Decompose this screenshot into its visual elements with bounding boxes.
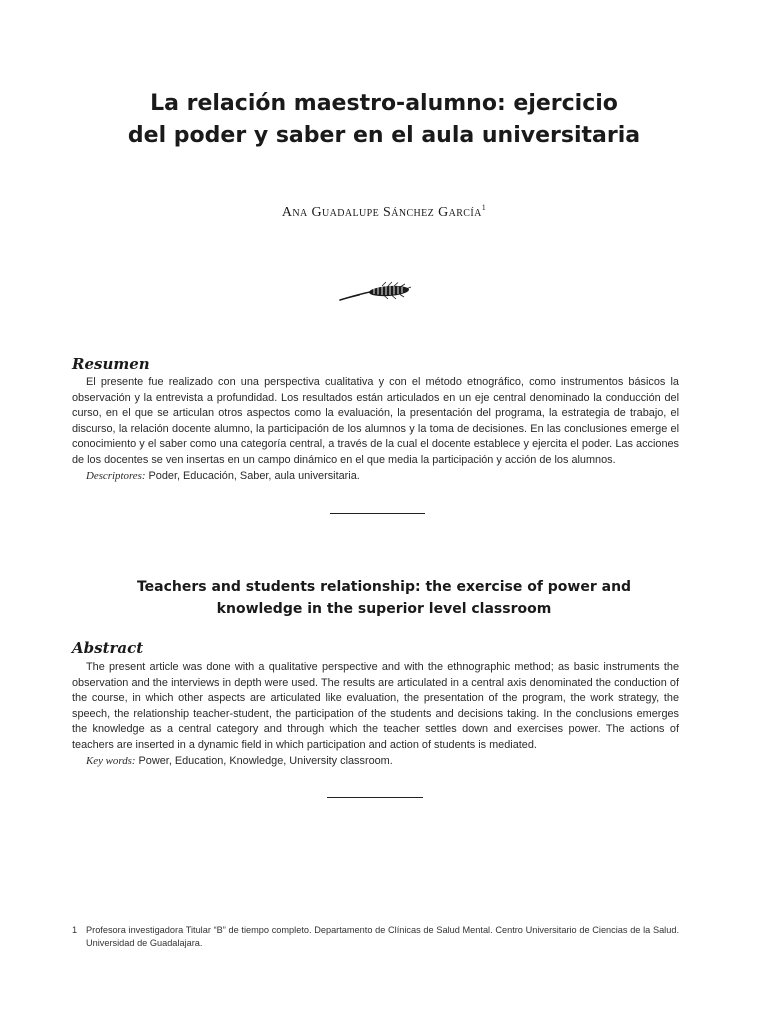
resumen-keywords	[72, 469, 679, 485]
section-divider	[327, 797, 423, 798]
author-name-text: Ana Guadalupe Sánchez García	[281, 205, 482, 220]
resumen-heading: Resumen	[72, 355, 150, 373]
resumen-keywords-text: Poder, Educación, Saber, aula universitaria.	[148, 469, 360, 482]
article-title-line-1: La relación maestro-alumno: ejercicio	[150, 91, 618, 116]
resumen-keywords-label: Descriptores:	[86, 469, 146, 482]
section-divider	[330, 513, 425, 514]
english-title-line-1: Teachers and students relationship: the exercise of power and	[136, 579, 632, 595]
article-title	[0, 88, 768, 152]
abstract-heading: Abstract	[72, 639, 144, 657]
abstract-keywords-label: Key words:	[86, 754, 136, 767]
english-title	[0, 576, 768, 620]
abstract-keywords	[72, 754, 679, 770]
article-title-line-2: del poder y saber en el aula universitaria	[127, 123, 641, 148]
abstract-keywords-text: Power, Education, Knowledge, University classroom.	[138, 754, 393, 767]
footnote-number: 1	[72, 925, 78, 935]
author-footnote-mark: 1	[481, 203, 487, 212]
abstract-body	[72, 660, 679, 769]
author-name	[0, 203, 768, 221]
footnote	[72, 924, 679, 950]
resumen-body	[72, 375, 679, 484]
abstract-paragraph: The present article was done with a qualitative perspective and with the ethnographic method; as basic instruments the observation and the interviews in depth were used. The results are articulated in a central axis denominated the conduction of the course, in which other aspects are articulated like evaluation, the presentation of the program, the work strategy, the speech, the relationship teacher-student, the participation of the students and decisions taking. In the conclusions emerges the knowledge as a central category and through which the teacher settles down and exercises power. The actions of teachers are inserted in a dynamic field in which participation and action of students is mediated.	[72, 661, 679, 751]
footnote-text: Profesora investigadora Titular “B” de tiempo completo. Departamento de Clínicas de Salud Mental. Centro Universitario de Ciencias de la Salud. Universidad de Guadalajara.	[86, 925, 679, 948]
english-title-line-2: knowledge in the superior level classroom	[216, 601, 552, 617]
wheat-ear-icon	[338, 281, 412, 303]
resumen-paragraph: El presente fue realizado con una perspectiva cualitativa y con el método etnográfico, como instrumentos básicos la observación y la entrevista a profundidad. Los resultados están articulados en un eje central denominado la conducción del curso, en el que se articulan otros aspectos como la evaluación, la presentación del programa, la estrategia de trabajo, el discurso, la relación docente alumno, la participación de los alumnos y la toma de decisiones. En las conclusiones emerge el conocimiento y el saber como una categoría central, a través de la cual el docente establece y ejercita el poder. Las acciones de los docentes se ven insertas en un campo dinámico en el que media la participación y acción de los alumnos.	[72, 376, 679, 466]
